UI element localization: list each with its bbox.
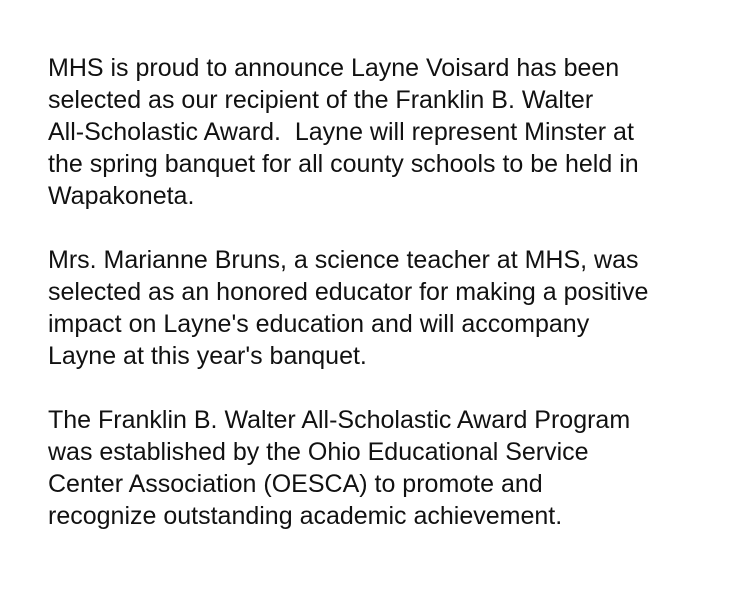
text-line: recognize outstanding academic achievement. [48,502,563,530]
text-line: selected as our recipient of the Franklin B. Walter [48,86,594,114]
text-line: Wapakoneta. [48,182,195,210]
text-line: Layne at this year's banquet. [48,342,367,370]
paragraph-program-info [48,404,728,532]
paragraph-award-announcement [48,52,728,212]
text-line: MHS is proud to announce Layne Voisard has been [48,54,620,82]
text-line: The Franklin B. Walter All-Scholastic Award Program [48,406,631,434]
text-line: impact on Layne's education and will accompany [48,310,590,338]
text-line: Center Association (OESCA) to promote and [48,470,543,498]
announcement-text [48,52,728,532]
text-line: the spring banquet for all county schools to be held in [48,150,639,178]
text-line: All-Scholastic Award. Layne will represent Minster at [48,118,634,146]
text-line: Mrs. Marianne Bruns, a science teacher at MHS, was [48,246,639,274]
paragraph-honored-educator [48,244,728,372]
text-line: selected as an honored educator for making a positive [48,278,649,306]
text-line: was established by the Ohio Educational Service [48,438,589,466]
